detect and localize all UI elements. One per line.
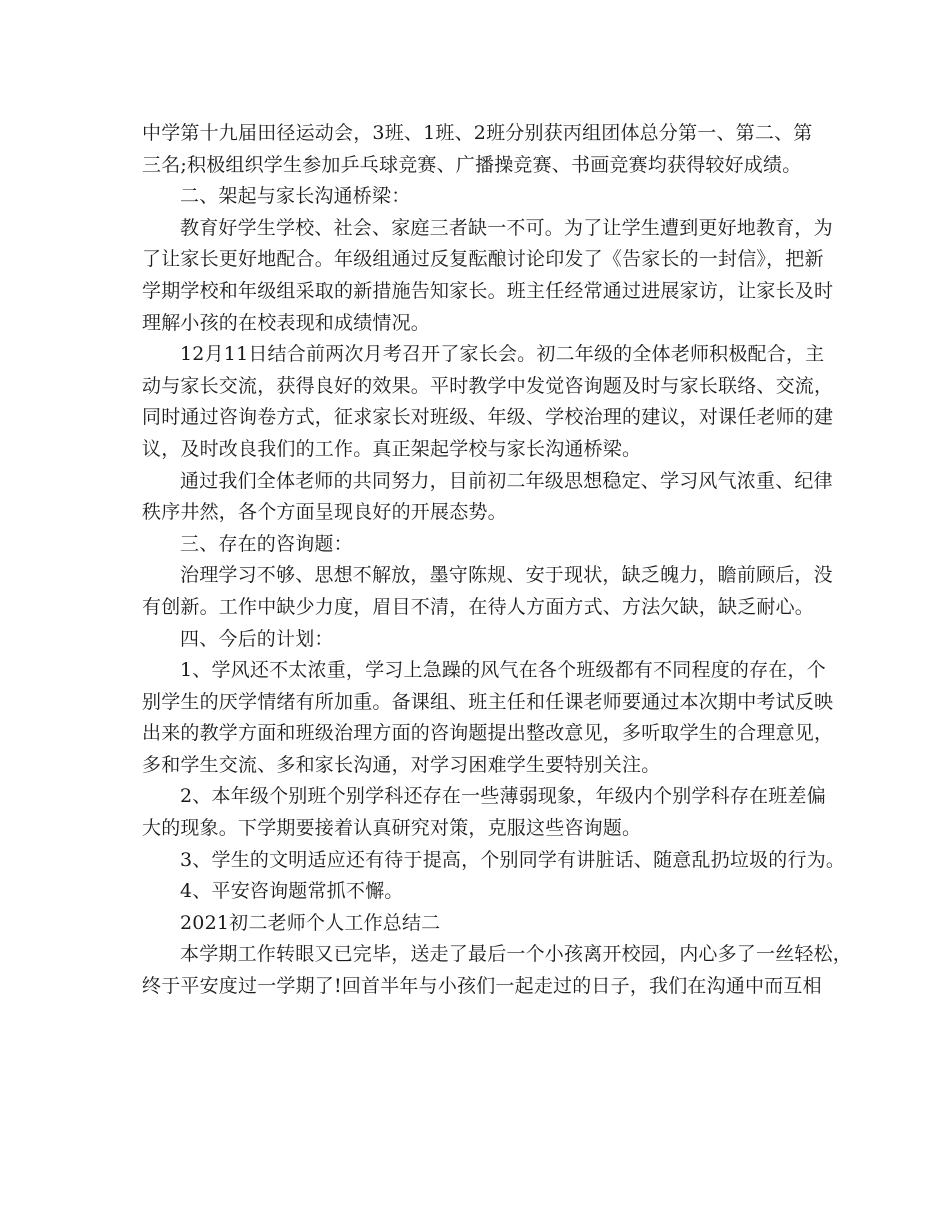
text-line: 大的现象。下学期要接着认真研究对策，克服这些咨询题。 [142, 817, 642, 840]
text-line: 3、学生的文明适应还有待于提高，个别同学有讲脏话、随意乱扔垃圾的行为。 [180, 848, 846, 871]
text-line: 有创新。工作中缺少力度，眉目不清，在待人方面方式、方法欠缺，缺乏耐心。 [142, 595, 815, 618]
section-heading: 四、今后的计划： [180, 627, 334, 650]
section-heading: 2021初二老师个人工作总结二 [180, 911, 441, 934]
text-line: 动与家长交流，获得良好的效果。平时教学中发觉咨询题及时与家长联络、交流， [142, 374, 834, 397]
text-line: 秩序井然，各个方面呈现良好的开展态势。 [142, 501, 507, 524]
text-line: 中学第十九届田径运动会，3班、1班、2班分别获丙组团体总分第一、第二、第 [142, 122, 813, 144]
document-body [142, 118, 853, 1003]
text-line: 了让家长更好地配合。年级组通过反复酝酿讨论印发了《告家长的一封信》，把新 [142, 248, 824, 271]
text-line: 议，及时改良我们的工作。真正架起学校与家长沟通桥梁。 [142, 437, 642, 460]
text-line: 终于平安度过一学期了!回首半年与小孩们一起走过的日子，我们在沟通中而互相 [142, 975, 822, 998]
text-line: 多和学生交流、多和家长沟通，对学习困难学生要特别关注。 [142, 753, 661, 776]
text-line: 别学生的厌学情绪有所加重。备课组、班主任和任课老师要通过本次期中考试反映 [142, 690, 834, 713]
text-line: 理解小孩的在校表现和成绩情况。 [142, 311, 431, 334]
section-heading: 三、存在的咨询题： [180, 532, 353, 555]
text-line: 2、本年级个别班个别学科还存在一些薄弱现象，年级内个别学科存在班差偏 [180, 785, 826, 808]
text-line: 教育好学生学校、社会、家庭三者缺一不可。为了让学生遭到更好地教育，为 [180, 216, 833, 239]
text-line: 12月11日结合前两次月考召开了家长会。初二年级的全体老师积极配合，主 [180, 343, 825, 366]
text-line: 4、平安咨询题常抓不懈。 [180, 880, 404, 903]
section-heading: 二、架起与家长沟通桥梁： [180, 185, 411, 208]
text-line: 同时通过咨询卷方式，征求家长对班级、年级、学校治理的建议，对课任老师的建 [142, 406, 834, 429]
text-line: 三名;积极组织学生参加乒乓球竞赛、广播操竞赛、书画竞赛均获得较好成绩。 [142, 153, 802, 176]
text-line: 治理学习不够、思想不解放，墨守陈规、安于现状，缺乏魄力，瞻前顾后，没 [180, 564, 833, 587]
text-line: 本学期工作转眼又已完毕，送走了最后一个小孩离开校园，内心多了一丝轻松， [180, 943, 853, 966]
text-line: 出来的教学方面和班级治理方面的咨询题提出整改意见，多听取学生的合理意见， [142, 722, 834, 745]
text-line: 通过我们全体老师的共同努力，目前初二年级思想稳定、学习风气浓重、纪律 [180, 469, 833, 492]
text-line: 1、学风还不太浓重，学习上急躁的风气在各个班级都有不同程度的存在，个 [180, 659, 826, 682]
text-line: 学期学校和年级组采取的新措施告知家长。班主任经常通过进展家访，让家长及时 [142, 279, 834, 302]
